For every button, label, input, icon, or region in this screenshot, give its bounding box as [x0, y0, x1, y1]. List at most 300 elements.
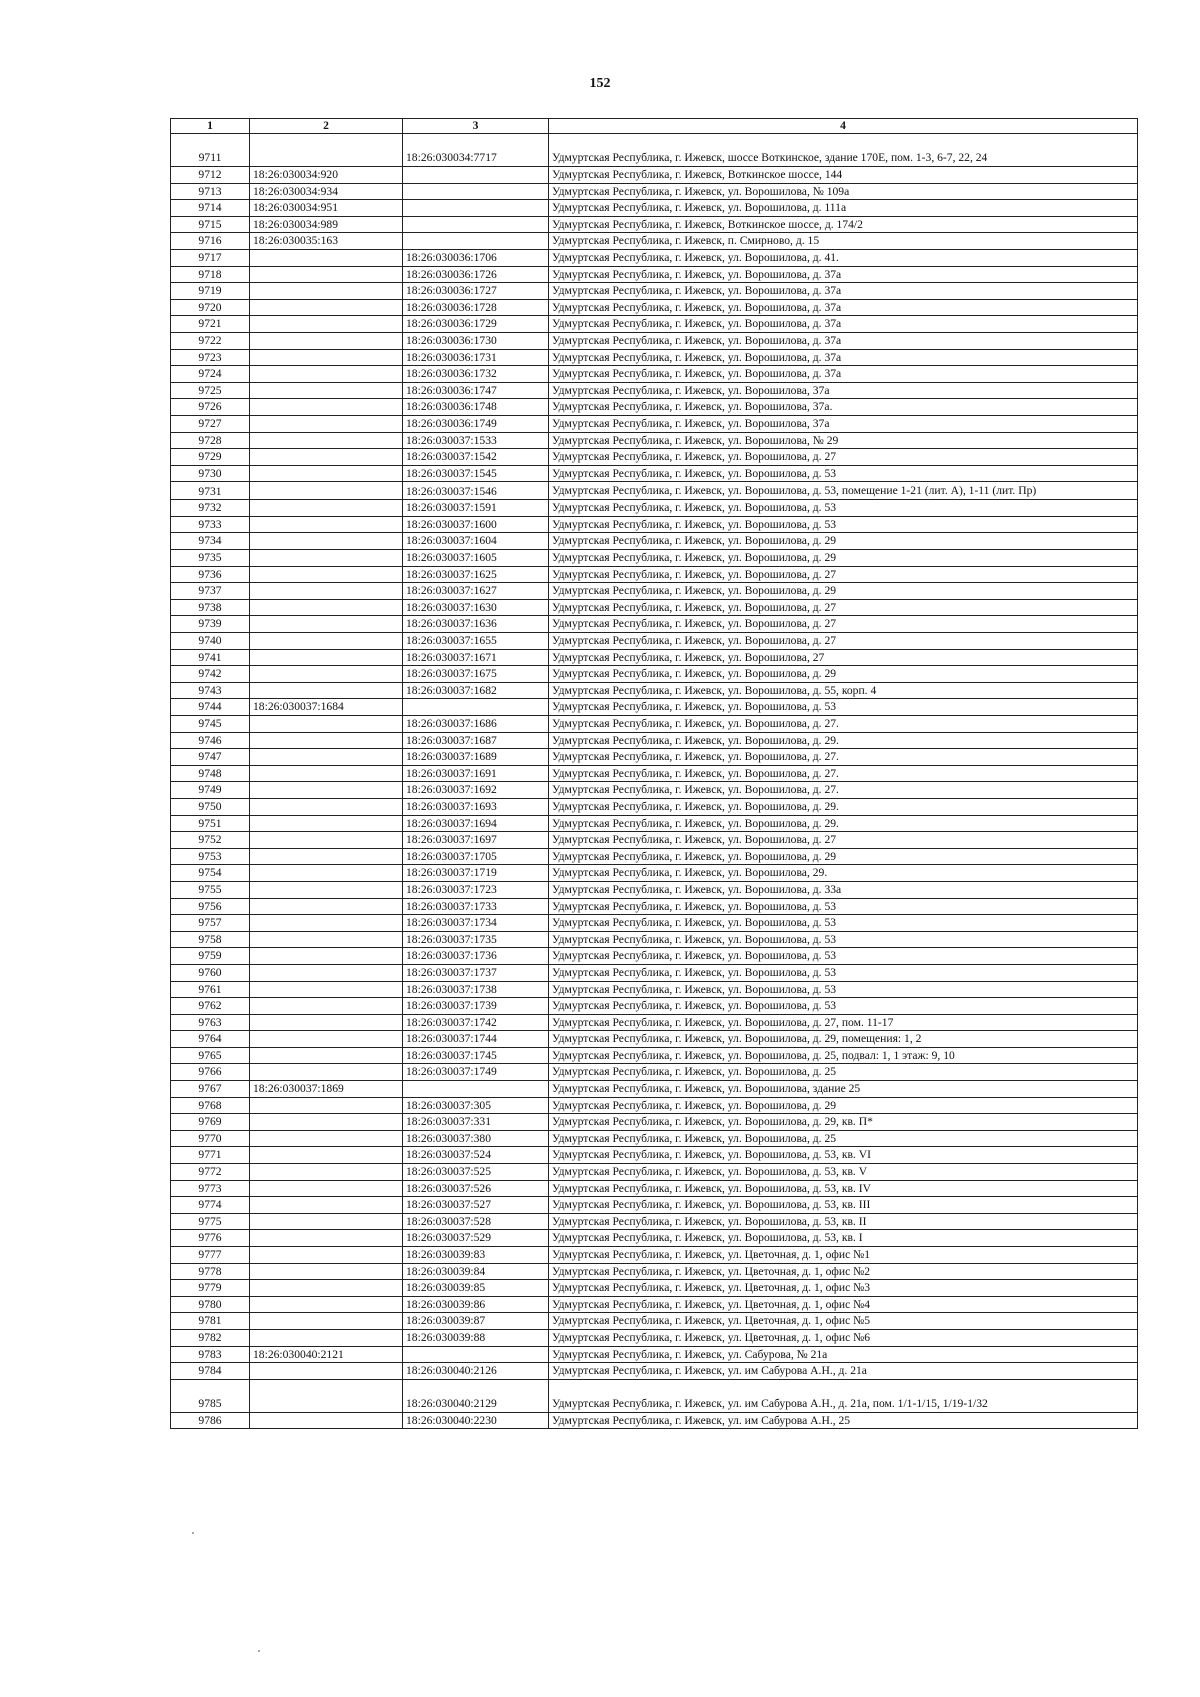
cadastral-number-premises: 18:26:030037:528	[403, 1213, 549, 1230]
cadastral-number-premises	[403, 216, 549, 233]
cadastral-number-premises: 18:26:030037:1542	[403, 449, 549, 466]
cadastral-number-building	[250, 716, 403, 733]
table-row	[171, 616, 1138, 633]
row-number: 9767	[171, 1081, 250, 1098]
row-number: 9760	[171, 964, 250, 981]
row-number: 9756	[171, 898, 250, 915]
cadastral-number-premises: 18:26:030037:305	[403, 1097, 549, 1114]
address: Удмуртская Республика, г. Ижевск, шоссе Воткинское, здание 170Е, пом. 1-3, 6-7, 22, 24	[549, 134, 1138, 167]
row-number: 9748	[171, 765, 250, 782]
cadastral-number-building	[250, 1164, 403, 1181]
cadastral-number-building	[250, 382, 403, 399]
row-number: 9753	[171, 848, 250, 865]
row-number: 9714	[171, 200, 250, 217]
cadastral-number-building	[250, 316, 403, 333]
table-row	[171, 399, 1138, 416]
cadastral-number-building	[250, 1280, 403, 1297]
cadastral-number-building	[250, 981, 403, 998]
cadastral-number-premises: 18:26:030040:2126	[403, 1363, 549, 1380]
row-number: 9776	[171, 1230, 250, 1247]
table-row	[171, 299, 1138, 316]
row-number: 9775	[171, 1213, 250, 1230]
row-number: 9743	[171, 682, 250, 699]
cadastral-number-building	[250, 134, 403, 167]
address: Удмуртская Республика, г. Ижевск, ул. Ворошилова, д. 29, помещения: 1, 2	[549, 1031, 1138, 1048]
row-number: 9779	[171, 1280, 250, 1297]
cadastral-number-premises: 18:26:030037:1545	[403, 465, 549, 482]
cadastral-number-building	[250, 782, 403, 799]
address: Удмуртская Республика, г. Ижевск, ул. Ворошилова, д. 29	[549, 666, 1138, 683]
row-number: 9757	[171, 915, 250, 932]
address: Удмуртская Республика, г. Ижевск, ул. Ворошилова, д. 37а	[549, 316, 1138, 333]
row-number: 9774	[171, 1197, 250, 1214]
cadastral-number-premises: 18:26:030037:1723	[403, 881, 549, 898]
table-row	[171, 1412, 1138, 1429]
address: Удмуртская Республика, г. Ижевск, ул. Ворошилова, д. 27	[549, 449, 1138, 466]
cadastral-number-premises: 18:26:030037:1697	[403, 832, 549, 849]
address: Удмуртская Республика, г. Ижевск, ул. Ворошилова, д. 41.	[549, 249, 1138, 266]
row-number: 9784	[171, 1363, 250, 1380]
registry-table	[170, 118, 1138, 1429]
address: Удмуртская Республика, г. Ижевск, ул. Ворошилова, № 109а	[549, 183, 1138, 200]
cadastral-number-premises: 18:26:030037:1630	[403, 599, 549, 616]
table-row	[171, 449, 1138, 466]
address: Удмуртская Республика, г. Ижевск, ул. Ворошилова, № 29	[549, 432, 1138, 449]
table-row	[171, 1064, 1138, 1081]
table-row	[171, 599, 1138, 616]
table-row	[171, 134, 1138, 167]
cadastral-number-premises: 18:26:030037:1692	[403, 782, 549, 799]
column-header-4: 4	[549, 119, 1138, 134]
cadastral-number-premises: 18:26:030037:1671	[403, 649, 549, 666]
cadastral-number-building: 18:26:030034:934	[250, 183, 403, 200]
cadastral-number-building	[250, 1097, 403, 1114]
cadastral-number-building: 18:26:030040:2121	[250, 1346, 403, 1363]
row-number: 9780	[171, 1296, 250, 1313]
table-row	[171, 566, 1138, 583]
address: Удмуртская Республика, г. Ижевск, ул. Ворошилова, д. 53	[549, 516, 1138, 533]
row-number: 9734	[171, 533, 250, 550]
table-row	[171, 1379, 1138, 1412]
address: Удмуртская Республика, г. Ижевск, ул. Ворошилова, д. 53	[549, 898, 1138, 915]
cadastral-number-building	[250, 1014, 403, 1031]
table-row	[171, 749, 1138, 766]
cadastral-number-building	[250, 915, 403, 932]
address: Удмуртская Республика, г. Ижевск, ул. Ворошилова, 37а	[549, 415, 1138, 432]
table-row	[171, 1147, 1138, 1164]
cadastral-number-premises: 18:26:030037:529	[403, 1230, 549, 1247]
cadastral-number-premises: 18:26:030039:87	[403, 1313, 549, 1330]
table-row	[171, 1213, 1138, 1230]
cadastral-number-building	[250, 649, 403, 666]
table-row	[171, 366, 1138, 383]
row-number: 9718	[171, 266, 250, 283]
table-row	[171, 815, 1138, 832]
cadastral-number-building	[250, 1379, 403, 1412]
cadastral-number-building	[250, 366, 403, 383]
table-row	[171, 583, 1138, 600]
cadastral-number-premises: 18:26:030036:1726	[403, 266, 549, 283]
address: Удмуртская Республика, г. Ижевск, ул. Ворошилова, д. 55, корп. 4	[549, 682, 1138, 699]
address: Удмуртская Республика, г. Ижевск, ул. им Сабурова А.Н., 25	[549, 1412, 1138, 1429]
row-number: 9713	[171, 183, 250, 200]
cadastral-number-premises: 18:26:030039:83	[403, 1247, 549, 1264]
cadastral-number-premises: 18:26:030039:86	[403, 1296, 549, 1313]
address: Удмуртская Республика, г. Ижевск, ул. Ворошилова, д. 29	[549, 1097, 1138, 1114]
address: Удмуртская Республика, г. Ижевск, ул. Ворошилова, д. 111а	[549, 200, 1138, 217]
table-row	[171, 765, 1138, 782]
row-number: 9750	[171, 798, 250, 815]
address: Удмуртская Республика, г. Ижевск, ул. Сабурова, № 21а	[549, 1346, 1138, 1363]
address: Удмуртская Республика, г. Ижевск, ул. Ворошилова, 29.	[549, 865, 1138, 882]
row-number: 9733	[171, 516, 250, 533]
row-number: 9742	[171, 666, 250, 683]
cadastral-number-premises: 18:26:030036:1730	[403, 332, 549, 349]
address: Удмуртская Республика, г. Ижевск, ул. Ворошилова, д. 29	[549, 533, 1138, 550]
cadastral-number-premises: 18:26:030037:1744	[403, 1031, 549, 1048]
row-number: 9777	[171, 1247, 250, 1264]
table-row	[171, 881, 1138, 898]
cadastral-number-building	[250, 299, 403, 316]
cadastral-number-premises: 18:26:030036:1727	[403, 283, 549, 300]
column-header-2: 2	[250, 119, 403, 134]
address: Удмуртская Республика, г. Ижевск, ул. Ворошилова, д. 53	[549, 998, 1138, 1015]
cadastral-number-building	[250, 931, 403, 948]
address: Удмуртская Республика, г. Ижевск, ул. Ворошилова, д. 27.	[549, 765, 1138, 782]
cadastral-number-premises: 18:26:030037:1745	[403, 1047, 549, 1064]
table-row	[171, 782, 1138, 799]
cadastral-number-premises: 18:26:030039:84	[403, 1263, 549, 1280]
cadastral-number-premises: 18:26:030037:1636	[403, 616, 549, 633]
cadastral-number-building	[250, 533, 403, 550]
row-number: 9771	[171, 1147, 250, 1164]
cadastral-number-building	[250, 1296, 403, 1313]
column-header-3: 3	[403, 119, 549, 134]
table-row	[171, 283, 1138, 300]
table-header	[171, 119, 1138, 134]
table-row	[171, 716, 1138, 733]
cadastral-number-premises: 18:26:030037:1682	[403, 682, 549, 699]
address: Удмуртская Республика, г. Ижевск, ул. Ворошилова, д. 25	[549, 1064, 1138, 1081]
cadastral-number-building	[250, 1247, 403, 1264]
table-row	[171, 732, 1138, 749]
address: Удмуртская Республика, г. Ижевск, ул. Ворошилова, 27	[549, 649, 1138, 666]
column-header-1: 1	[171, 119, 250, 134]
cadastral-number-building	[250, 616, 403, 633]
row-number: 9724	[171, 366, 250, 383]
cadastral-number-premises: 18:26:030040:2129	[403, 1379, 549, 1412]
address: Удмуртская Республика, г. Ижевск, ул. Ворошилова, д. 27	[549, 633, 1138, 650]
cadastral-number-premises: 18:26:030036:1749	[403, 415, 549, 432]
cadastral-number-premises: 18:26:030037:526	[403, 1180, 549, 1197]
table-row	[171, 964, 1138, 981]
address: Удмуртская Республика, г. Ижевск, п. Смирново, д. 15	[549, 233, 1138, 250]
cadastral-number-building	[250, 583, 403, 600]
row-number: 9732	[171, 500, 250, 517]
address: Удмуртская Республика, г. Ижевск, ул. Ворошилова, 37а.	[549, 399, 1138, 416]
scan-speck	[258, 1650, 260, 1652]
row-number: 9769	[171, 1114, 250, 1131]
row-number: 9755	[171, 881, 250, 898]
address: Удмуртская Республика, г. Ижевск, ул. Ворошилова, д. 53, помещение 1-21 (лит. А), 1-11 (лит. Пр)	[549, 482, 1138, 500]
address: Удмуртская Республика, г. Ижевск, Воткинское шоссе, 144	[549, 167, 1138, 184]
address: Удмуртская Республика, г. Ижевск, ул. Ворошилова, д. 29	[549, 550, 1138, 567]
table-row	[171, 931, 1138, 948]
cadastral-number-building	[250, 865, 403, 882]
address: Удмуртская Республика, г. Ижевск, ул. Ворошилова, д. 29.	[549, 798, 1138, 815]
table-row	[171, 316, 1138, 333]
cadastral-number-premises: 18:26:030037:1691	[403, 765, 549, 782]
row-number: 9731	[171, 482, 250, 500]
cadastral-number-building	[250, 881, 403, 898]
cadastral-number-building	[250, 749, 403, 766]
row-number: 9749	[171, 782, 250, 799]
cadastral-number-premises: 18:26:030036:1731	[403, 349, 549, 366]
address: Удмуртская Республика, г. Ижевск, ул. Ворошилова, д. 37а	[549, 283, 1138, 300]
table-row	[171, 1230, 1138, 1247]
cadastral-number-building: 18:26:030037:1684	[250, 699, 403, 716]
cadastral-number-premises: 18:26:030037:1738	[403, 981, 549, 998]
row-number: 9739	[171, 616, 250, 633]
address: Удмуртская Республика, г. Ижевск, ул. Цветочная, д. 1, офис №1	[549, 1247, 1138, 1264]
address: Удмуртская Республика, г. Ижевск, ул. Ворошилова, д. 33а	[549, 881, 1138, 898]
table-row	[171, 1346, 1138, 1363]
row-number: 9723	[171, 349, 250, 366]
cadastral-number-premises: 18:26:030037:1533	[403, 432, 549, 449]
address: Удмуртская Республика, г. Ижевск, ул. Ворошилова, д. 37а	[549, 332, 1138, 349]
row-number: 9712	[171, 167, 250, 184]
cadastral-number-premises	[403, 200, 549, 217]
address: Удмуртская Республика, г. Ижевск, ул. Ворошилова, д. 53, кв. V	[549, 1164, 1138, 1181]
row-number: 9765	[171, 1047, 250, 1064]
cadastral-number-premises: 18:26:030037:1604	[403, 533, 549, 550]
cadastral-number-building	[250, 633, 403, 650]
cadastral-number-building	[250, 465, 403, 482]
row-number: 9782	[171, 1329, 250, 1346]
cadastral-number-building	[250, 1197, 403, 1214]
cadastral-number-building	[250, 399, 403, 416]
cadastral-number-building	[250, 249, 403, 266]
table-row	[171, 1280, 1138, 1297]
cadastral-number-premises: 18:26:030037:1733	[403, 898, 549, 915]
address: Удмуртская Республика, г. Ижевск, ул. Ворошилова, д. 37а	[549, 366, 1138, 383]
table-row	[171, 848, 1138, 865]
cadastral-number-building	[250, 1213, 403, 1230]
address: Удмуртская Республика, г. Ижевск, ул. Ворошилова, д. 27	[549, 566, 1138, 583]
table-row	[171, 266, 1138, 283]
table-row	[171, 1081, 1138, 1098]
row-number: 9747	[171, 749, 250, 766]
row-number: 9759	[171, 948, 250, 965]
table-row	[171, 500, 1138, 517]
address: Удмуртская Республика, г. Ижевск, ул. Ворошилова, д. 53	[549, 699, 1138, 716]
cadastral-number-premises: 18:26:030037:1591	[403, 500, 549, 517]
address: Удмуртская Республика, г. Ижевск, Воткинское шоссе, д. 174/2	[549, 216, 1138, 233]
table-row	[171, 865, 1138, 882]
cadastral-number-premises: 18:26:030037:1689	[403, 749, 549, 766]
address: Удмуртская Республика, г. Ижевск, ул. Ворошилова, д. 27, пом. 11-17	[549, 1014, 1138, 1031]
cadastral-number-building	[250, 1147, 403, 1164]
address: Удмуртская Республика, г. Ижевск, ул. Ворошилова, д. 53	[549, 981, 1138, 998]
cadastral-number-premises	[403, 1081, 549, 1098]
cadastral-number-premises	[403, 167, 549, 184]
address: Удмуртская Республика, г. Ижевск, ул. Ворошилова, д. 53, кв. IV	[549, 1180, 1138, 1197]
table-row	[171, 981, 1138, 998]
cadastral-number-premises	[403, 1346, 549, 1363]
table-row	[171, 798, 1138, 815]
table-row	[171, 699, 1138, 716]
row-number: 9770	[171, 1130, 250, 1147]
table-row	[171, 516, 1138, 533]
table-row	[171, 1263, 1138, 1280]
row-number: 9740	[171, 633, 250, 650]
table-row	[171, 649, 1138, 666]
cadastral-number-building	[250, 798, 403, 815]
address: Удмуртская Республика, г. Ижевск, ул. Цветочная, д. 1, офис №5	[549, 1313, 1138, 1330]
cadastral-number-building	[250, 1412, 403, 1429]
cadastral-number-building	[250, 266, 403, 283]
cadastral-number-building	[250, 765, 403, 782]
row-number: 9720	[171, 299, 250, 316]
cadastral-number-premises: 18:26:030036:1748	[403, 399, 549, 416]
cadastral-number-premises: 18:26:030037:1719	[403, 865, 549, 882]
address: Удмуртская Республика, г. Ижевск, ул. Ворошилова, д. 53	[549, 915, 1138, 932]
row-number: 9766	[171, 1064, 250, 1081]
table-row	[171, 183, 1138, 200]
row-number: 9764	[171, 1031, 250, 1048]
table-row	[171, 1296, 1138, 1313]
address: Удмуртская Республика, г. Ижевск, ул. Ворошилова, д. 29.	[549, 815, 1138, 832]
table-row	[171, 533, 1138, 550]
cadastral-number-premises	[403, 183, 549, 200]
table-row	[171, 948, 1138, 965]
cadastral-number-building	[250, 998, 403, 1015]
table-row	[171, 915, 1138, 932]
table-row	[171, 349, 1138, 366]
row-number: 9738	[171, 599, 250, 616]
cadastral-number-premises: 18:26:030037:1693	[403, 798, 549, 815]
cadastral-number-building: 18:26:030037:1869	[250, 1081, 403, 1098]
address: Удмуртская Республика, г. Ижевск, ул. Ворошилова, д. 25	[549, 1130, 1138, 1147]
address: Удмуртская Республика, г. Ижевск, ул. Ворошилова, д. 53, кв. I	[549, 1230, 1138, 1247]
cadastral-number-building	[250, 1230, 403, 1247]
row-number: 9721	[171, 316, 250, 333]
cadastral-number-premises: 18:26:030037:1735	[403, 931, 549, 948]
cadastral-number-building	[250, 482, 403, 500]
cadastral-number-building	[250, 449, 403, 466]
cadastral-number-premises: 18:26:030040:2230	[403, 1412, 549, 1429]
cadastral-number-premises: 18:26:030037:1627	[403, 583, 549, 600]
table-body	[171, 134, 1138, 1429]
table-row	[171, 633, 1138, 650]
cadastral-number-premises: 18:26:030037:1749	[403, 1064, 549, 1081]
row-number: 9786	[171, 1412, 250, 1429]
address: Удмуртская Республика, г. Ижевск, ул. Ворошилова, д. 29.	[549, 732, 1138, 749]
cadastral-number-premises: 18:26:030037:525	[403, 1164, 549, 1181]
cadastral-number-building	[250, 516, 403, 533]
table-row	[171, 898, 1138, 915]
table-row	[171, 832, 1138, 849]
cadastral-number-building	[250, 732, 403, 749]
row-number: 9726	[171, 399, 250, 416]
cadastral-number-building: 18:26:030034:989	[250, 216, 403, 233]
address: Удмуртская Республика, г. Ижевск, ул. Ворошилова, д. 53, кв. II	[549, 1213, 1138, 1230]
table-row	[171, 1247, 1138, 1264]
address: Удмуртская Республика, г. Ижевск, ул. Ворошилова, д. 25, подвал: 1, 1 этаж: 9, 10	[549, 1047, 1138, 1064]
row-number: 9735	[171, 550, 250, 567]
cadastral-number-building	[250, 815, 403, 832]
address: Удмуртская Республика, г. Ижевск, ул. Ворошилова, д. 27	[549, 616, 1138, 633]
cadastral-number-premises: 18:26:030037:1734	[403, 915, 549, 932]
cadastral-number-building	[250, 1114, 403, 1131]
table-row	[171, 1047, 1138, 1064]
address: Удмуртская Республика, г. Ижевск, ул. Ворошилова, д. 53, кв. VI	[549, 1147, 1138, 1164]
cadastral-number-premises: 18:26:030037:380	[403, 1130, 549, 1147]
cadastral-number-premises: 18:26:030037:1625	[403, 566, 549, 583]
cadastral-number-building	[250, 566, 403, 583]
table-row	[171, 167, 1138, 184]
address: Удмуртская Республика, г. Ижевск, ул. Ворошилова, д. 27	[549, 832, 1138, 849]
cadastral-number-premises: 18:26:030037:1600	[403, 516, 549, 533]
scan-speck	[192, 1532, 194, 1534]
address: Удмуртская Республика, г. Ижевск, ул. Ворошилова, д. 37а	[549, 299, 1138, 316]
address: Удмуртская Республика, г. Ижевск, ул. Цветочная, д. 1, офис №2	[549, 1263, 1138, 1280]
cadastral-number-building: 18:26:030034:951	[250, 200, 403, 217]
cadastral-number-building: 18:26:030035:163	[250, 233, 403, 250]
row-number: 9736	[171, 566, 250, 583]
row-number: 9752	[171, 832, 250, 849]
cadastral-number-building	[250, 898, 403, 915]
cadastral-number-building	[250, 349, 403, 366]
cadastral-number-premises: 18:26:030037:1739	[403, 998, 549, 1015]
address: Удмуртская Республика, г. Ижевск, ул. Ворошилова, здание 25	[549, 1081, 1138, 1098]
address: Удмуртская Республика, г. Ижевск, ул. Ворошилова, д. 37а	[549, 349, 1138, 366]
cadastral-number-premises: 18:26:030037:1675	[403, 666, 549, 683]
cadastral-number-building	[250, 964, 403, 981]
cadastral-number-building	[250, 832, 403, 849]
row-number: 9768	[171, 1097, 250, 1114]
table-row	[171, 432, 1138, 449]
row-number: 9745	[171, 716, 250, 733]
cadastral-number-premises: 18:26:030037:1655	[403, 633, 549, 650]
cadastral-number-building	[250, 1047, 403, 1064]
cadastral-number-premises: 18:26:030036:1747	[403, 382, 549, 399]
table-row	[171, 465, 1138, 482]
table-row	[171, 233, 1138, 250]
cadastral-number-building	[250, 1064, 403, 1081]
table-row	[171, 682, 1138, 699]
address: Удмуртская Республика, г. Ижевск, ул. Ворошилова, д. 27	[549, 599, 1138, 616]
row-number: 9778	[171, 1263, 250, 1280]
cadastral-number-premises: 18:26:030037:1737	[403, 964, 549, 981]
address: Удмуртская Республика, г. Ижевск, ул. Ворошилова, д. 27.	[549, 716, 1138, 733]
table-row	[171, 249, 1138, 266]
cadastral-number-premises: 18:26:030036:1729	[403, 316, 549, 333]
cadastral-number-building	[250, 1363, 403, 1380]
row-number: 9729	[171, 449, 250, 466]
row-number: 9751	[171, 815, 250, 832]
cadastral-number-premises: 18:26:030037:1687	[403, 732, 549, 749]
address: Удмуртская Республика, г. Ижевск, ул. Ворошилова, д. 53	[549, 964, 1138, 981]
row-number: 9716	[171, 233, 250, 250]
cadastral-number-building	[250, 1180, 403, 1197]
cadastral-number-premises	[403, 233, 549, 250]
row-number: 9728	[171, 432, 250, 449]
table-row	[171, 1031, 1138, 1048]
table-row	[171, 666, 1138, 683]
cadastral-number-building	[250, 599, 403, 616]
address: Удмуртская Республика, г. Ижевск, ул. Цветочная, д. 1, офис №6	[549, 1329, 1138, 1346]
